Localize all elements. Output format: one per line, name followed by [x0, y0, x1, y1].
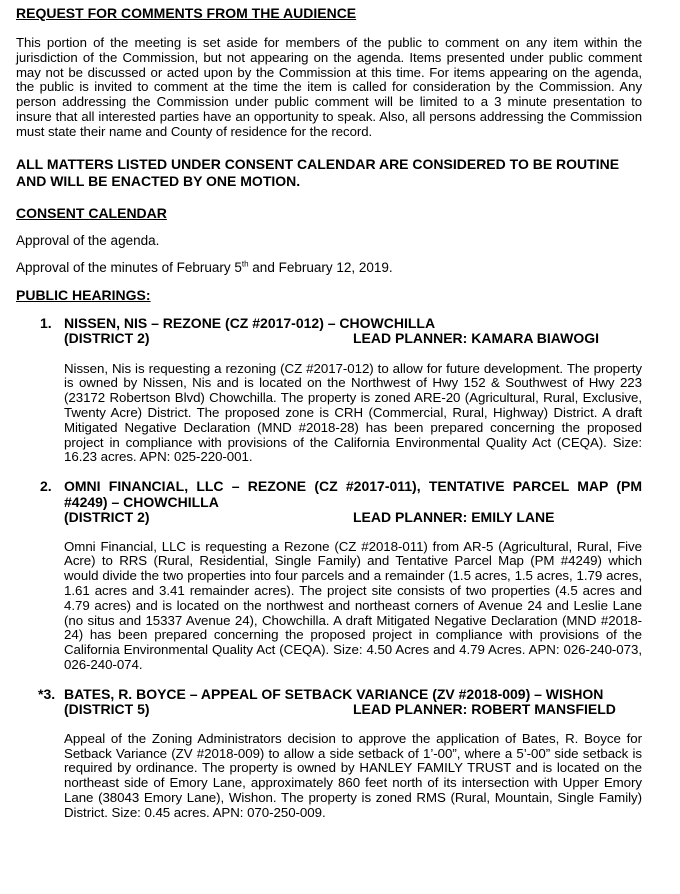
item-title: BATES, R. BOYCE – APPEAL OF SETBACK VARIANCE (ZV #2018-009) – WISHON: [64, 685, 604, 702]
item-district-row: [64, 510, 642, 526]
hearing-item: [16, 479, 642, 673]
item-district: (DISTRICT 2): [64, 509, 150, 526]
item-district-row: [64, 702, 642, 718]
item-number: *3.: [38, 685, 56, 702]
audience-heading: REQUEST FOR COMMENTS FROM THE AUDIENCE: [16, 5, 357, 21]
item-district-row: [64, 331, 642, 347]
minutes-text-start: Approval of the minutes of February 5: [16, 259, 242, 275]
hearing-item: [16, 316, 642, 466]
item-title: NISSEN, NIS – REZONE (CZ #2017-012) – CHOWCHILLA: [64, 314, 436, 331]
item-district: (DISTRICT 2): [64, 330, 150, 347]
item-number: 2.: [40, 478, 52, 495]
item-planner: LEAD PLANNER: KAMARA BIAWOGI: [353, 330, 600, 347]
item-planner: LEAD PLANNER: ROBERT MANSFIELD: [353, 701, 616, 718]
item-description: Appeal of the Zoning Administrators decision to approve the application of Bates, R. Boyce for Setback Variance (ZV #2018-009) to allow a side setback of 1’-00”, where a 5’-00” side setback is required by ordinance. The property is owned by HANLEY FAMILY TRUST and is located on the northeast side of Emory Lane, approximately 860 feet north of its intersection with Upper Emory Lane (38043 Emory Lane), Wishon. The property is zoned RMS (Rural, Mountain, Single Family) District. Size: 0.45 acres. APN: 070-250-009.: [64, 730, 642, 820]
minutes-superscript: th: [241, 259, 249, 269]
audience-paragraph: This portion of the meeting is set aside for members of the public to comment on any item within the jurisdiction of the Commission, but not appearing on the agenda. Items presented under public comment may not be discussed or acted upon by the Commission at this time. For items appearing on the agenda, the public is invited to comment at the time the item is called for consideration by the Commission. Any person addressing the Commission under public comment will be limited to a 3 minute presentation to insure that all interested parties have an opportunity to speak. Also, all persons addressing the Commission must state their name and County of residence for the record.: [16, 35, 642, 139]
item-planner: LEAD PLANNER: EMILY LANE: [353, 509, 555, 526]
hearing-item: [16, 687, 642, 821]
approval-minutes: [16, 260, 642, 276]
consent-heading: CONSENT CALENDAR: [16, 204, 167, 221]
item-description: Omni Financial, LLC is requesting a Rezone (CZ #2018-011) from AR-5 (Agricultural, Rural, Five Acre) to RRS (Rural, Residential, Single Family) and Tentative Parcel Map (PM #4249) which would divide the two properties into four parcels and a remainder (1.5 acres, 1.5 acres, 1.79 acres, 1.61 acres and 3.41 remainder acres). The project site consists of two properties (4.5 acres and 4.79 acres) and is located on the northwest and northeast corners of Avenue 24 and Leslie Lane (no situs and 15337 Avenue 24), Chowchilla. A draft Mitigated Negative Declaration (MND #2018-24) has been prepared concerning the proposed project in compliance with provisions of the California Environmental Quality Act (CEQA). Size: 4.50 Acres and 4.79 Acres. APN: 026-240-073, 026-240-074.: [64, 538, 642, 673]
minutes-text-end: and February 12, 2019.: [248, 259, 393, 275]
item-number: 1.: [40, 314, 52, 331]
consent-notice: ALL MATTERS LISTED UNDER CONSENT CALENDAR ARE CONSIDERED TO BE ROUTINE AND WILL BE ENACTED BY ONE MOTION.: [16, 155, 620, 190]
item-title: OMNI FINANCIAL, LLC – REZONE (CZ #2017-011), TENTATIVE PARCEL MAP (PM #4249) – CHOWCHILLA: [64, 478, 642, 510]
hearings-heading: PUBLIC HEARINGS:: [16, 286, 151, 303]
item-district: (DISTRICT 5): [64, 701, 150, 718]
approval-agenda: Approval of the agenda.: [16, 232, 160, 248]
item-description: Nissen, Nis is requesting a rezoning (CZ #2017-012) to allow for future development. The property is owned by Nissen, Nis and is located on the Northwest of Hwy 152 & Southwest of Hwy 223 (23172 Robertson Blvd) Chowchilla. The property is zoned ARE-20 (Agricultural, Rural, Exclusive, Twenty Acre) District. The proposed zone is CRH (Commercial, Rural, Highway) District. A draft Mitigated Negative Declaration (MND #2018-28) has been prepared concerning the proposed project in compliance with provisions of the California Environmental Quality Act (CEQA). Size: 16.23 acres. APN: 025-220-001.: [64, 360, 642, 465]
